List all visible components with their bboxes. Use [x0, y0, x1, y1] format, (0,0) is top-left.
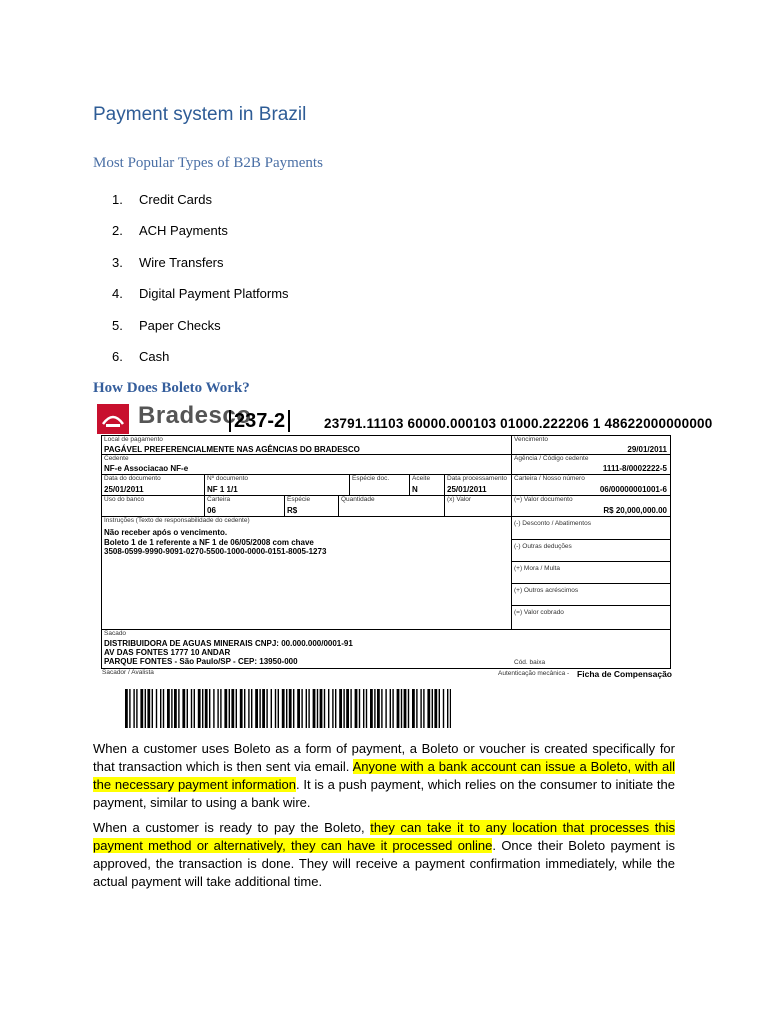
- barcode-bar: [313, 689, 316, 728]
- barcode-bar: [289, 689, 292, 728]
- barcode-bar: [335, 689, 336, 728]
- bank-name: Bradesco: [138, 402, 252, 429]
- barcode-bar: [320, 689, 323, 728]
- boleto-image: [96, 402, 713, 732]
- field-label: Uso do banco: [104, 496, 145, 503]
- list-label: Paper Checks: [139, 317, 221, 333]
- barcode-bar: [209, 689, 210, 728]
- list-number: 4.: [112, 286, 123, 302]
- outros-acrescimos-cell: [512, 584, 670, 606]
- barcode-bar: [308, 689, 309, 728]
- barcode-bar: [416, 689, 417, 728]
- list-number: 5.: [112, 317, 123, 333]
- barcode-bar: [220, 689, 221, 728]
- barcode-bar: [377, 689, 380, 728]
- especie-doc-cell: [350, 475, 410, 496]
- barcode-bar: [262, 689, 265, 728]
- field-label: Nº documento: [207, 475, 249, 482]
- barcode-bar: [174, 689, 177, 728]
- barcode-bar: [147, 689, 150, 728]
- especie-cell: [285, 496, 339, 517]
- field-label: Agência / Código cedente: [514, 455, 589, 462]
- barcode-bar: [343, 689, 344, 728]
- barcode-bar: [328, 689, 329, 728]
- barcode-bar: [427, 689, 430, 728]
- barcode-bar: [432, 689, 433, 728]
- data-processamento-cell: [445, 475, 512, 496]
- paragraph-boleto-payment: [93, 819, 675, 891]
- cedente-cell: [102, 455, 512, 475]
- sacador-label: Sacador / Avalista: [102, 669, 154, 676]
- barcode-bar: [392, 689, 393, 728]
- list-label: Cash: [139, 348, 170, 364]
- agencia-cell: [512, 455, 670, 475]
- barcode-bar: [202, 689, 203, 728]
- field-value: 06: [207, 506, 216, 515]
- local-pagamento-cell: [102, 436, 512, 455]
- barcode-bar: [439, 689, 440, 728]
- carteira-cell: [205, 496, 285, 517]
- field-value: N: [412, 485, 418, 494]
- payment-types-list: [112, 192, 289, 380]
- barcode-bar: [194, 689, 195, 728]
- page-title: Payment system in Brazil: [93, 104, 307, 125]
- barcode-bar: [381, 689, 382, 728]
- field-label: Aceite: [412, 475, 431, 482]
- barcode-bar: [297, 689, 300, 728]
- barcode-bar: [140, 689, 143, 728]
- barcode-bar: [275, 689, 276, 728]
- barcode-bar: [231, 689, 234, 728]
- desconto-cell: [512, 517, 670, 540]
- barcode: [125, 689, 451, 728]
- instrucoes-cell: [102, 517, 512, 630]
- field-label: Espécie doc.: [352, 475, 390, 482]
- barcode-bar: [401, 689, 402, 728]
- highlighted-text: Anyone with a bank account can issue a Boleto, with all the necessary payment information: [93, 759, 675, 792]
- barcode-bar: [224, 689, 227, 728]
- barcode-bar: [397, 689, 400, 728]
- field-label: Vencimento: [514, 436, 548, 443]
- barcode-bar: [420, 689, 421, 728]
- field-label: Carteira / Nosso número: [514, 475, 585, 482]
- field-label: Carteira: [207, 496, 231, 503]
- section-heading: How Does Boleto Work?: [93, 380, 250, 396]
- barcode-bar: [271, 689, 272, 728]
- barcode-bar: [191, 689, 192, 728]
- barcode-bar: [152, 689, 153, 728]
- nosso-numero-cell: [512, 475, 670, 496]
- barcode-bar: [198, 689, 201, 728]
- list-item: [112, 318, 289, 349]
- barcode-bar: [266, 689, 267, 728]
- digitable-line: 23791.11103 60000.000103 01000.222206 1 48622000000000: [324, 416, 713, 431]
- field-value: NF-e Associacao NF-e: [104, 464, 189, 473]
- field-label: (=) Valor cobrado: [514, 609, 564, 616]
- barcode-bar: [355, 689, 358, 728]
- list-label: Credit Cards: [139, 192, 212, 207]
- sacado-line: PARQUE FONTES - São Paulo/SP - CEP: 13950-000: [104, 657, 298, 666]
- sacado-cell: [102, 630, 670, 668]
- list-number: 1.: [112, 192, 123, 207]
- field-label: Cedente: [104, 455, 129, 462]
- barcode-bar: [205, 689, 208, 728]
- paragraph-text: When a customer is ready to pay the Boleto,: [93, 820, 371, 835]
- paragraph-text: . Once their Boleto payment is approved, the transaction is done. They will receive a payment confirmation immediately, while the actual payment will take additional time.: [93, 838, 675, 889]
- barcode-bar: [217, 689, 218, 728]
- barcode-bar: [160, 689, 161, 728]
- barcode-bar: [178, 689, 179, 728]
- barcode-bar: [350, 689, 351, 728]
- barcode-bar: [187, 689, 188, 728]
- field-label: Data do documento: [104, 475, 161, 482]
- list-number: 2.: [112, 223, 123, 239]
- paragraph-boleto-intro: [93, 740, 675, 812]
- barcode-bar: [286, 689, 287, 728]
- barcode-bar: [363, 689, 364, 728]
- barcode-bar: [240, 689, 243, 728]
- field-value: 06/00000001001-6: [599, 485, 667, 494]
- list-item: [112, 349, 289, 380]
- paragraph-text: . It is a push payment, which relies on the consumer to initiate the payment, similar to using a bank wire.: [93, 777, 676, 810]
- barcode-bar: [434, 689, 437, 728]
- barcode-bar: [423, 689, 424, 728]
- barcode-bar: [408, 689, 409, 728]
- outras-deducoes-cell: [512, 540, 670, 562]
- section-subtitle: Most Popular Types of B2B Payments: [93, 155, 323, 171]
- field-label: Sacado: [104, 630, 127, 637]
- sacado-line: DISTRIBUIDORA DE AGUAS MINERAIS CNPJ: 00.000.000/0001-91: [104, 639, 353, 648]
- list-label: Digital Payment Platforms: [139, 286, 289, 302]
- list-label: ACH Payments: [139, 223, 228, 239]
- data-documento-cell: [102, 475, 205, 496]
- aceite-cell: [410, 475, 445, 496]
- instructions-text: Não receber após o vencimento. Boleto 1 de 1 referente a NF 1 de 06/05/2008 com chave 3508-0599-9990-9091-0270-5500-1000-0000-0151-8005-1273: [104, 528, 327, 556]
- barcode-bar: [366, 689, 367, 728]
- barcode-bar: [370, 689, 373, 728]
- list-item: [112, 223, 289, 254]
- vencimento-cell: [512, 436, 670, 455]
- list-number: 3.: [112, 254, 123, 270]
- barcode-bar: [136, 689, 137, 728]
- barcode-bar: [167, 689, 170, 728]
- barcode-bar: [145, 689, 146, 728]
- list-item: [112, 192, 289, 223]
- barcode-bar: [236, 689, 237, 728]
- barcode-bar: [248, 689, 249, 728]
- barcode-bar: [306, 689, 307, 728]
- field-value: PAGÁVEL PREFERENCIALMENTE NAS AGÊNCIAS DO BRADESCO: [104, 445, 360, 454]
- valor-cobrado-cell: [512, 606, 670, 630]
- barcode-bar: [443, 689, 444, 728]
- barcode-bar: [374, 689, 375, 728]
- barcode-bar: [317, 689, 318, 728]
- uso-banco-cell: [102, 496, 205, 517]
- list-number: 6.: [112, 348, 123, 364]
- field-label: Instruções (Texto de responsabilidade do cedente): [104, 517, 250, 524]
- barcode-bar: [171, 689, 172, 728]
- barcode-bar: [324, 689, 325, 728]
- barcode-bar: [133, 689, 134, 728]
- list-item: [112, 286, 289, 317]
- barcode-bar: [244, 689, 245, 728]
- list-item: [112, 255, 289, 286]
- field-label: Data processamento: [447, 475, 507, 482]
- mora-cell: [512, 562, 670, 584]
- field-value: 25/01/2011: [104, 485, 144, 494]
- field-label: (+) Mora / Multa: [514, 565, 561, 572]
- field-value: R$ 20,000,000.00: [603, 506, 667, 515]
- barcode-bar: [182, 689, 185, 728]
- barcode-bar: [332, 689, 333, 728]
- field-label: Espécie: [287, 496, 311, 503]
- barcode-bar: [301, 689, 302, 728]
- field-label: (-) Outras deduções: [514, 543, 572, 550]
- field-label: (=) Valor documento: [514, 496, 573, 503]
- barcode-bar: [255, 689, 258, 728]
- barcode-bar: [282, 689, 285, 728]
- barcode-bar: [213, 689, 214, 728]
- barcode-bar: [163, 689, 164, 728]
- bank-code: 237-2: [229, 410, 290, 432]
- num-documento-cell: [205, 475, 350, 496]
- valor-documento-cell: [512, 496, 670, 517]
- barcode-bar: [229, 689, 230, 728]
- field-value: 1111-8/0002222-5: [602, 464, 667, 473]
- field-label: Quantidade: [341, 496, 375, 503]
- boleto-form: [101, 435, 671, 669]
- barcode-bar: [278, 689, 279, 728]
- quantidade-cell: [339, 496, 445, 517]
- list-label: Wire Transfers: [139, 254, 224, 270]
- barcode-bar: [447, 689, 448, 728]
- barcode-bar: [129, 689, 130, 728]
- barcode-bar: [404, 689, 407, 728]
- field-value: 29/01/2011: [627, 445, 667, 454]
- ficha-compensacao: Ficha de Compensação: [577, 669, 672, 679]
- sacado-line: AV DAS FONTES 1777 10 ANDAR: [104, 648, 231, 657]
- barcode-bar: [412, 689, 415, 728]
- field-label: (+) Outros acréscimos: [514, 587, 579, 594]
- barcode-bar: [125, 689, 128, 728]
- barcode-bar: [385, 689, 386, 728]
- barcode-bar: [339, 689, 342, 728]
- barcode-bar: [359, 689, 360, 728]
- barcode-bar: [259, 689, 260, 728]
- barcode-bar: [293, 689, 294, 728]
- paragraph-text: When a customer uses Boleto as a form of payment, a Boleto or voucher is created specifically for that transaction which is then sent via email.: [93, 741, 675, 774]
- field-value: 25/01/2011: [447, 485, 487, 494]
- field-value: R$: [287, 506, 298, 515]
- barcode-bar: [156, 689, 157, 728]
- autenticacao-label: Autenticação mecânica -: [498, 670, 570, 677]
- field-label: Local de pagamento: [104, 436, 163, 443]
- barcode-bar: [346, 689, 349, 728]
- highlighted-text: they can take it to any location that processes this payment method or alternatively, they can have it processed online: [93, 820, 675, 853]
- barcode-bar: [251, 689, 252, 728]
- field-label: Cód. baixa: [514, 659, 546, 666]
- barcode-bar: [390, 689, 391, 728]
- field-label: (-) Desconto / Abatimentos: [514, 520, 591, 527]
- bradesco-logo-icon: [97, 404, 129, 434]
- barcode-bar: [450, 689, 451, 728]
- field-value: NF 1 1/1: [207, 485, 238, 494]
- field-label: (x) Valor: [447, 496, 472, 503]
- valor-cell: [445, 496, 512, 517]
